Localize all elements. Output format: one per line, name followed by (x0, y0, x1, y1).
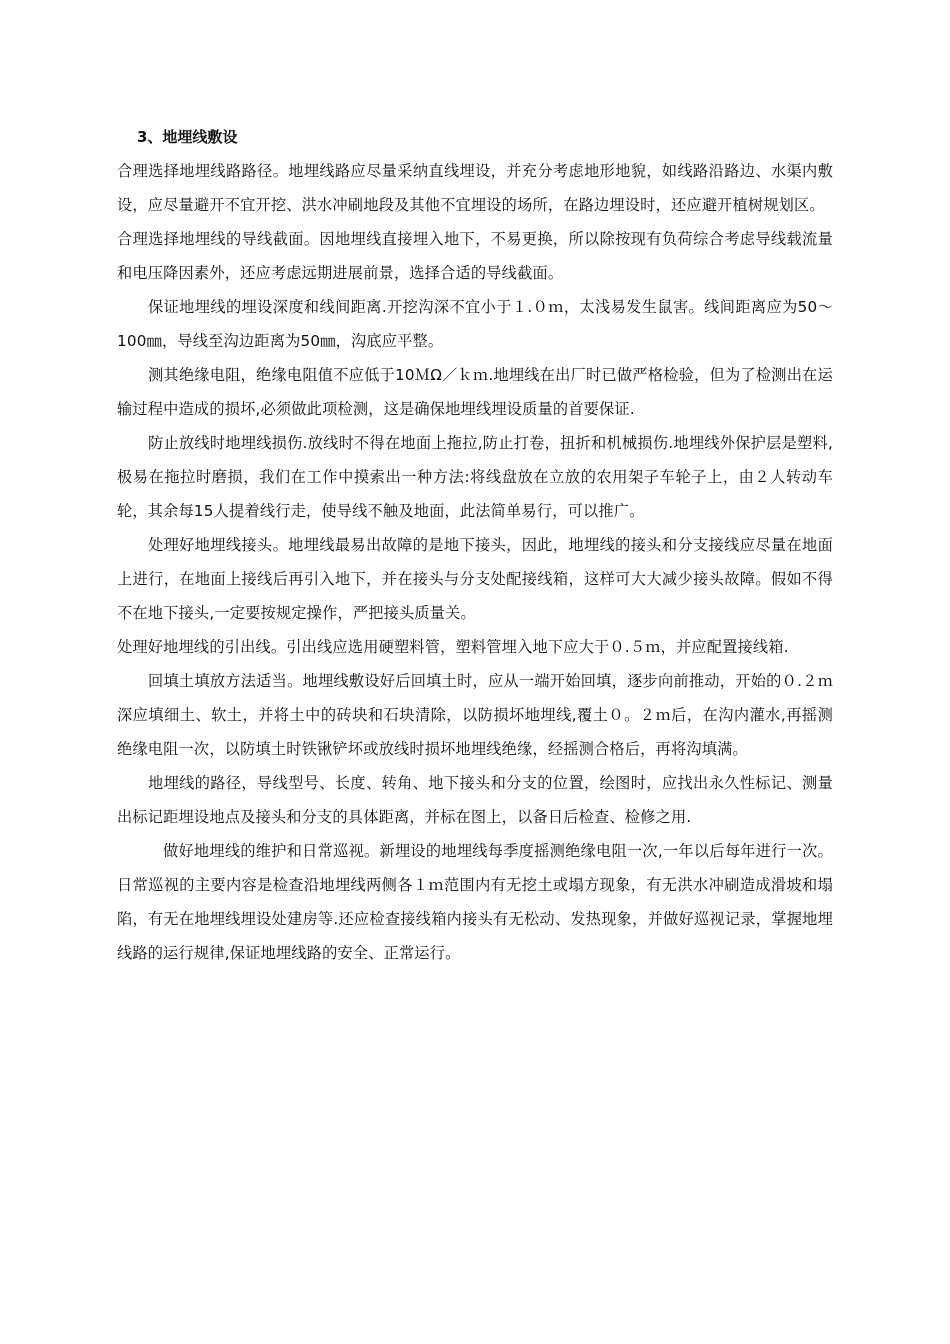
paragraph-backfill: 回填土填放方法适当。地埋线敷设好后回填土时，应从一端开始回填，逐步向前推动，开始的０.２ｍ深应填细土、软土，并将土中的砖块和石块清除，以防损坏地埋线,覆土０。２ｍ后，在沟内灌水,再摇测绝缘电阻一次，以防填土时铁锹铲坏或放线时损坏地埋线绝缘，经摇测合格后，再将沟填满。 (117, 672, 833, 758)
paragraph-maintenance: 做好地埋线的维护和日常巡视。新埋设的地埋线每季度摇测绝缘电阻一次,一年以后每年进行一次。日常巡视的主要内容是检查沿地埋线两侧各１ｍ范围内有无挖土或塌方现象，有无洪水冲刷造成滑坡和塌陷，有无在地埋线埋设处建房等.还应检查接线箱内接头有无松动、发热现象，并做好巡视记录，掌握地埋线路的运行规律,保证地埋线路的安全、正常运行。 (117, 842, 833, 962)
paragraph-route-drawing: 地埋线的路径，导线型号、长度、转角、地下接头和分支的位置，绘图时，应找出永久性标记、测量出标记距埋设地点及接头和分支的具体距离，并标在图上，以备日后检查、检修之用. (117, 774, 833, 826)
paragraph-route-selection: 合理选择地埋线路路径。地埋线路应尽量采纳直线埋设，并充分考虑地形地貌，如线路沿路边、水渠内敷设，应尽量避开不宜开挖、洪水冲刷地段及其他不宜埋设的场所，在路边埋设时，还应避开植树规划区。 (117, 162, 833, 214)
document-body (117, 124, 833, 970)
paragraph-joints: 处理好地埋线接头。地埋线最易出故障的是地下接头，因此，地埋线的接头和分支接线应尽量在地面上进行，在地面上接线后再引入地下，并在接头与分支处配接线箱，这样可大大减少接头故障。假如不得不在地下接头,一定要按规定操作，严把接头质量关。 (117, 536, 833, 622)
section-heading: 3、地埋线敷设 (137, 128, 238, 146)
paragraph-insulation-test: 测其绝缘电阻，绝缘电阻值不应低于10ＭΩ／ｋｍ.地埋线在出厂时已做严格检验，但为了检测出在运输过程中造成的损坏,必须做此项检测，这是确保地埋线埋设质量的首要保证. (117, 366, 833, 418)
paragraph-lead-out: 处理好地埋线的引出线。引出线应选用硬塑料管，塑料管埋入地下应大于０.５ｍ，并应配置接线箱. (117, 638, 789, 656)
paragraph-laying-protection: 防止放线时地埋线损伤.放线时不得在地面上拖拉,防止打卷，扭折和机械损伤.地埋线外保护层是塑料,极易在拖拉时磨损，我们在工作中摸索出一种方法:将线盘放在立放的农用架子车轮子上，由２人转动车轮，其余每15人提着线行走，使导线不触及地面，此法简单易行，可以推广。 (117, 434, 833, 520)
paragraph-cross-section: 合理选择地埋线的导线截面。因地埋线直接埋入地下，不易更换，所以除按现有负荷综合考虑导线载流量和电压降因素外，还应考虑远期进展前景，选择合适的导线截面。 (117, 230, 833, 282)
paragraph-burial-depth: 保证地埋线的埋设深度和线间距离.开挖沟深不宜小于１.０ｍ，太浅易发生鼠害。线间距离应为50～100㎜，导线至沟边距离为50㎜，沟底应平整。 (117, 298, 833, 350)
